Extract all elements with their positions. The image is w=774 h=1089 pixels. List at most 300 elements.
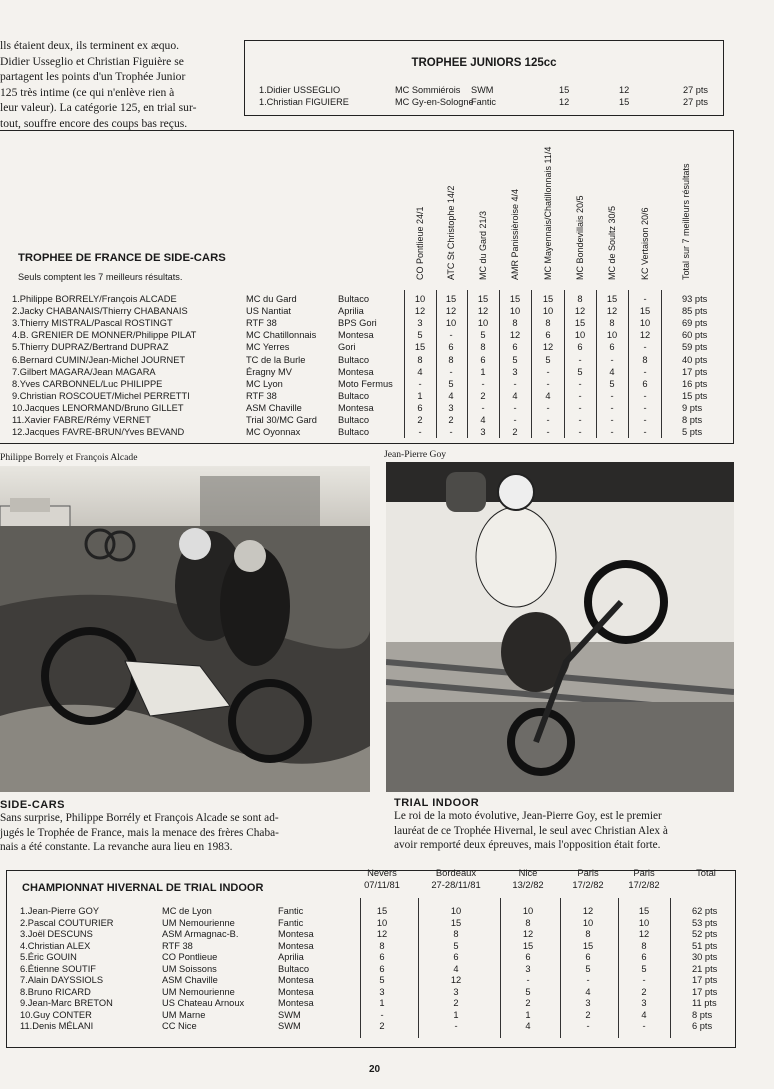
event-score: - bbox=[454, 1021, 458, 1031]
round-score: 3 bbox=[480, 427, 486, 438]
event-score: 5 bbox=[641, 963, 647, 974]
round-score: 12 bbox=[509, 330, 521, 341]
total-points: 53 pts bbox=[692, 917, 718, 928]
event-score: 6 bbox=[379, 963, 385, 974]
round-score: - bbox=[643, 415, 647, 425]
club: Trial 30/MC Gard bbox=[246, 415, 317, 425]
round-score: - bbox=[643, 427, 647, 438]
club: UM Soissons bbox=[162, 963, 217, 974]
event-score: 8 bbox=[525, 917, 531, 928]
crew-names: 3.Thierry MISTRAL/Pascal ROSTINGT bbox=[12, 318, 173, 329]
round-score: 5 bbox=[480, 330, 486, 341]
round-score: - bbox=[513, 378, 517, 389]
crew-names: 10.Jacques LENORMAND/Bruno GILLET bbox=[12, 402, 184, 413]
club: RTF 38 bbox=[246, 390, 277, 401]
bike: Montesa bbox=[278, 975, 314, 985]
round-score: 8 bbox=[448, 354, 454, 365]
page-number: 20 bbox=[369, 1064, 381, 1075]
bike: Montesa bbox=[278, 929, 314, 939]
bike: SWM bbox=[278, 1021, 301, 1031]
crew-names: 11.Xavier FABRE/Rémy VERNET bbox=[12, 415, 151, 425]
event-score: 12 bbox=[582, 906, 594, 916]
round-score: 6 bbox=[512, 342, 518, 353]
event-score: 3 bbox=[585, 998, 591, 1008]
bike: Fantic bbox=[278, 906, 304, 916]
total-points: 16 pts bbox=[682, 378, 708, 389]
round-score: 10 bbox=[414, 294, 426, 304]
bike: Montesa bbox=[278, 986, 314, 997]
round-score: 5 bbox=[609, 378, 615, 389]
sidecars-column-header: CO Pontlieue 24/1 bbox=[415, 206, 425, 280]
round-score: - bbox=[610, 415, 614, 425]
club: MC Gy-en-Sologne bbox=[395, 97, 474, 107]
hivernal-row bbox=[0, 998, 734, 1010]
event-score: 8 bbox=[585, 929, 591, 939]
indoor-trial-photo-image bbox=[386, 462, 734, 792]
bike: Bultaco bbox=[278, 963, 310, 974]
score: 12 bbox=[619, 85, 630, 95]
round-score: 15 bbox=[542, 294, 554, 304]
round-score: 2 bbox=[417, 415, 423, 425]
hivernal-column-header bbox=[609, 867, 679, 891]
bike: Bultaco bbox=[338, 294, 370, 304]
club: MC Oyonnax bbox=[246, 427, 301, 438]
round-score: 4 bbox=[609, 366, 615, 377]
bike: Aprilia bbox=[338, 306, 364, 317]
event-score: 2 bbox=[453, 998, 459, 1008]
total-points: 59 pts bbox=[682, 342, 708, 353]
bike: Montesa bbox=[338, 402, 374, 413]
hivernal-title: CHAMPIONNAT HIVERNAL DE TRIAL INDOOR bbox=[22, 882, 264, 894]
round-score: 4 bbox=[417, 366, 423, 377]
event-score: 15 bbox=[522, 940, 534, 951]
round-score: - bbox=[418, 427, 422, 438]
paragraph-line: avoir remporté deux épreuves, mais l'opposition était forte. bbox=[394, 839, 661, 851]
sidecar-photo-image bbox=[0, 466, 370, 792]
sidecars-subtitle: Seuls comptent les 7 meilleurs résultats. bbox=[18, 272, 183, 282]
club: TC de la Burle bbox=[246, 354, 306, 365]
total-points: 9 pts bbox=[682, 402, 703, 413]
round-score: 2 bbox=[448, 415, 454, 425]
sidecars-column-header: AMR Panissièroise 4/4 bbox=[510, 188, 520, 280]
round-score: 4 bbox=[512, 390, 518, 401]
total-points: 15 pts bbox=[682, 390, 708, 401]
crew-names: 6.Bernard CUMIN/Jean-Michel JOURNET bbox=[12, 354, 186, 365]
rider-name: 9.Jean-Marc BRETON bbox=[20, 998, 113, 1008]
round-score: 12 bbox=[542, 342, 554, 353]
hivernal-column-header bbox=[671, 867, 741, 879]
indoor-trial-photo bbox=[386, 462, 734, 792]
total-points: 21 pts bbox=[692, 963, 718, 974]
photo-caption-right: Jean-Pierre Goy bbox=[384, 449, 447, 460]
round-score: - bbox=[513, 415, 517, 425]
round-score: 4 bbox=[448, 390, 454, 401]
round-score: 15 bbox=[574, 318, 586, 329]
event-date: 13/2/82 bbox=[512, 879, 544, 890]
event-place: Paris bbox=[577, 867, 599, 878]
round-score: - bbox=[546, 402, 550, 413]
event-score: - bbox=[642, 1021, 646, 1031]
event-place: Nevers bbox=[367, 867, 397, 878]
hivernal-row bbox=[0, 952, 734, 964]
total-points: 6 pts bbox=[692, 1021, 713, 1031]
event-score: 1 bbox=[379, 998, 385, 1008]
event-score: - bbox=[642, 975, 646, 985]
round-score: 10 bbox=[477, 318, 489, 329]
bike: SWM bbox=[471, 85, 494, 95]
round-score: 8 bbox=[577, 294, 583, 304]
bike: Moto Fermus bbox=[338, 378, 393, 389]
round-score: 4 bbox=[545, 390, 551, 401]
round-score: 10 bbox=[606, 330, 618, 341]
round-score: 3 bbox=[417, 318, 423, 329]
paragraph-line: nais a été constante. La revanche aura lieu en 1983. bbox=[0, 841, 233, 853]
event-score: 3 bbox=[525, 963, 531, 974]
total-points: 69 pts bbox=[682, 318, 708, 329]
sidecars-row bbox=[0, 355, 734, 367]
sidecars-row bbox=[0, 294, 734, 306]
hivernal-row bbox=[0, 918, 734, 930]
total-points: 40 pts bbox=[682, 354, 708, 365]
total-points: 51 pts bbox=[692, 940, 718, 951]
intro-line: tout, souffre encore des coups bas reçus. bbox=[0, 116, 188, 130]
round-score: 12 bbox=[639, 330, 651, 341]
event-score: 3 bbox=[641, 998, 647, 1008]
round-score: - bbox=[578, 378, 582, 389]
round-score: 10 bbox=[639, 318, 651, 329]
round-score: 15 bbox=[606, 294, 618, 304]
crew-names: 8.Yves CARBONNEL/Luc PHILIPPE bbox=[12, 378, 163, 389]
round-score: - bbox=[643, 366, 647, 377]
round-score: 6 bbox=[545, 330, 551, 341]
round-score: 6 bbox=[609, 342, 615, 353]
club: ASM Armagnac-B. bbox=[162, 929, 239, 939]
event-score: 8 bbox=[641, 940, 647, 951]
event-date: 17/2/82 bbox=[572, 879, 604, 890]
rider-name: 3.Joël DESCUNS bbox=[20, 929, 93, 939]
sidecars-column-header: Total sur 7 meilleurs résultats bbox=[681, 163, 691, 280]
round-score: 6 bbox=[448, 342, 454, 353]
club: RTF 38 bbox=[162, 940, 193, 951]
round-score: 15 bbox=[445, 294, 457, 304]
event-score: 6 bbox=[453, 952, 459, 962]
intro-line: lls étaient deux, ils terminent ex æquo. bbox=[0, 39, 180, 52]
round-score: - bbox=[418, 378, 422, 389]
rider-name: 1.Jean-Pierre GOY bbox=[20, 906, 100, 916]
round-score: 6 bbox=[417, 402, 423, 413]
intro-line: partagent les points d'un Trophée Junior bbox=[0, 70, 186, 84]
bike: Montesa bbox=[338, 330, 374, 341]
bike: SWM bbox=[278, 1009, 301, 1020]
club: ASM Chaville bbox=[162, 975, 218, 985]
hivernal-column-header bbox=[421, 867, 491, 891]
event-score: - bbox=[586, 975, 590, 985]
crew-names: 7.Gilbert MAGARA/Jean MAGARA bbox=[12, 366, 156, 377]
round-score: 10 bbox=[445, 318, 457, 329]
juniors-row bbox=[259, 97, 715, 109]
event-score: 6 bbox=[379, 952, 385, 962]
bike: Aprilia bbox=[278, 952, 304, 962]
sidecars-column-header: KC Vertaison 20/6 bbox=[640, 207, 650, 280]
round-score: 6 bbox=[642, 378, 648, 389]
juniors-title: TROPHEE JUNIORS 125cc bbox=[411, 57, 557, 69]
bike: Bultaco bbox=[338, 354, 370, 365]
total-points: 60 pts bbox=[682, 330, 708, 341]
sidecars-row bbox=[0, 379, 734, 391]
round-score: 2 bbox=[512, 427, 518, 438]
paragraph-line: jugés le Trophée de France, mais la menace des frères Chaba- bbox=[0, 826, 279, 839]
round-score: 12 bbox=[414, 306, 426, 317]
event-score: 2 bbox=[379, 1021, 385, 1031]
event-score: 4 bbox=[641, 1009, 647, 1020]
intro-line: Didier Usseglio et Christian Figuière se bbox=[0, 54, 184, 68]
round-score: 10 bbox=[509, 306, 521, 317]
paragraph-line: lauréat de ce Trophée Hivernal, le seul avec Christian Alex à bbox=[394, 824, 668, 837]
bike: Fantic bbox=[278, 917, 304, 928]
total-points: 5 pts bbox=[682, 427, 703, 438]
round-score: 8 bbox=[609, 318, 615, 329]
rider-name: 6.Étienne SOUTIF bbox=[20, 963, 96, 974]
round-score: 6 bbox=[577, 342, 583, 353]
bike: Gori bbox=[338, 342, 356, 353]
total-points: 11 pts bbox=[692, 998, 717, 1008]
round-score: 8 bbox=[545, 318, 551, 329]
round-score: 5 bbox=[545, 354, 551, 365]
hivernal-row bbox=[0, 929, 734, 941]
indoor-heading: TRIAL INDOOR bbox=[394, 797, 480, 809]
event-score: 4 bbox=[585, 986, 591, 997]
round-score: - bbox=[578, 354, 582, 365]
round-score: 10 bbox=[574, 330, 586, 341]
paragraph-line: Sans surprise, Philippe Borrély et François Alcade se sont ad- bbox=[0, 812, 279, 824]
round-score: 15 bbox=[477, 294, 489, 304]
club: MC Sommiérois bbox=[395, 85, 461, 95]
club: UM Marne bbox=[162, 1009, 206, 1020]
photo-caption-left: Philippe Borrely et François Alcade bbox=[0, 452, 138, 463]
event-date: 27-28/11/81 bbox=[431, 879, 481, 890]
event-score: 10 bbox=[376, 917, 388, 928]
club: ASM Chaville bbox=[246, 402, 302, 413]
event-place: Total bbox=[696, 867, 716, 878]
event-score: 8 bbox=[453, 929, 459, 939]
total: 27 pts bbox=[683, 97, 709, 107]
round-score: - bbox=[449, 330, 453, 341]
rider-name: 11.Denis MÉLANI bbox=[20, 1021, 94, 1031]
event-score: 6 bbox=[585, 952, 591, 962]
total-points: 30 pts bbox=[692, 952, 718, 962]
club: UM Nemourienne bbox=[162, 986, 235, 997]
sidecars-row bbox=[0, 391, 734, 403]
hivernal-row bbox=[0, 964, 734, 976]
round-score: - bbox=[610, 427, 614, 438]
club: US Nantiat bbox=[246, 306, 291, 317]
round-score: 15 bbox=[639, 306, 651, 317]
rider-name: 7.Alain DAYSSIOLS bbox=[20, 975, 104, 985]
event-score: 15 bbox=[450, 917, 462, 928]
total-points: 52 pts bbox=[692, 929, 718, 939]
indoor-paragraph bbox=[394, 809, 738, 853]
round-score: - bbox=[481, 378, 485, 389]
event-place: Nice bbox=[518, 867, 538, 878]
intro-line: leur valeur). La catégorie 125, en trial sur- bbox=[0, 101, 197, 115]
event-date: 07/11/81 bbox=[364, 879, 400, 890]
round-score: - bbox=[513, 402, 517, 413]
event-score: - bbox=[526, 975, 530, 985]
event-score: 15 bbox=[638, 906, 650, 916]
rider-name: 4.Christian ALEX bbox=[20, 940, 91, 951]
round-score: - bbox=[546, 427, 550, 438]
sidecars-title: TROPHEE DE FRANCE DE SIDE-CARS bbox=[18, 252, 226, 264]
bike: BPS Gori bbox=[338, 318, 377, 329]
hivernal-row bbox=[0, 987, 734, 999]
event-place: Bordeaux bbox=[435, 867, 477, 878]
round-score: - bbox=[578, 415, 582, 425]
crew-names: 12.Jacques FAVRE-BRUN/Yves BEVAND bbox=[12, 427, 185, 438]
round-score: 5 bbox=[577, 366, 583, 377]
round-score: 12 bbox=[477, 306, 489, 317]
event-score: - bbox=[380, 1009, 384, 1020]
club: US Chateau Arnoux bbox=[162, 998, 245, 1008]
club: MC de Lyon bbox=[162, 906, 212, 916]
sidecar-photo bbox=[0, 466, 370, 792]
sidecars-row bbox=[0, 403, 734, 415]
club: CC Nice bbox=[162, 1021, 197, 1031]
rider-name: 5.Éric GOUIN bbox=[20, 952, 77, 962]
round-score: - bbox=[643, 390, 647, 401]
round-score: - bbox=[449, 427, 453, 438]
round-score: - bbox=[546, 378, 550, 389]
hivernal-row bbox=[0, 1021, 734, 1033]
total-points: 17 pts bbox=[692, 986, 718, 997]
round-score: 6 bbox=[480, 354, 486, 365]
event-date: 17/2/82 bbox=[628, 879, 660, 890]
juniors-row bbox=[259, 85, 715, 97]
event-score: 2 bbox=[585, 1009, 591, 1020]
club: UM Nemourienne bbox=[162, 917, 235, 928]
rider-name: 8.Bruno RICARD bbox=[20, 986, 91, 997]
total-points: 85 pts bbox=[682, 306, 708, 317]
club: Éragny MV bbox=[246, 366, 292, 377]
sidecars-column-header: ATC St Christophe 14/2 bbox=[446, 185, 456, 280]
sidecars-column-header: MC de Soultz 30/5 bbox=[607, 205, 617, 280]
round-score: 12 bbox=[445, 306, 457, 317]
crew-names: 4.B. GRENIER DE MONNER/Philippe PILAT bbox=[12, 330, 197, 341]
event-score: 10 bbox=[582, 917, 594, 928]
sidecars-row bbox=[0, 306, 734, 318]
event-score: 10 bbox=[638, 917, 650, 928]
club: MC Yerres bbox=[246, 342, 290, 353]
round-score: 3 bbox=[448, 402, 454, 413]
event-score: 5 bbox=[525, 986, 531, 997]
event-score: 10 bbox=[522, 906, 534, 916]
event-score: 1 bbox=[453, 1009, 459, 1020]
sidecars-row bbox=[0, 330, 734, 342]
bike: Bultaco bbox=[338, 415, 370, 425]
round-score: 1 bbox=[480, 366, 486, 377]
score: 15 bbox=[619, 97, 630, 107]
event-score: 12 bbox=[638, 929, 650, 939]
total-points: 8 pts bbox=[692, 1009, 713, 1020]
round-score: - bbox=[578, 427, 582, 438]
event-score: 4 bbox=[453, 963, 459, 974]
sidecars-row bbox=[0, 367, 734, 379]
round-score: - bbox=[610, 402, 614, 413]
sidecars-paragraph bbox=[0, 811, 356, 855]
total-points: 17 pts bbox=[692, 975, 718, 985]
round-score: 4 bbox=[480, 415, 486, 425]
round-score: - bbox=[610, 390, 614, 401]
club: MC du Gard bbox=[246, 294, 297, 304]
round-score: 1 bbox=[417, 390, 423, 401]
round-score: - bbox=[643, 294, 647, 304]
total-points: 8 pts bbox=[682, 415, 703, 425]
event-score: 3 bbox=[453, 986, 459, 997]
round-score: - bbox=[643, 342, 647, 353]
crew-names: 2.Jacky CHABANAIS/Thierry CHABANAIS bbox=[12, 306, 188, 317]
round-score: - bbox=[643, 402, 647, 413]
round-score: 8 bbox=[642, 354, 648, 365]
event-score: 6 bbox=[641, 952, 647, 962]
event-score: 12 bbox=[450, 975, 462, 985]
sidecars-column-header: MC Mayennais/Chatillonnais 11/4 bbox=[543, 146, 553, 280]
round-score: 15 bbox=[414, 342, 426, 353]
club: MC Chatillonnais bbox=[246, 330, 317, 341]
total: 27 pts bbox=[683, 85, 709, 95]
round-score: 5 bbox=[448, 378, 454, 389]
sidecars-heading: SIDE-CARS bbox=[0, 799, 66, 811]
event-place: Paris bbox=[633, 867, 655, 878]
event-score: 15 bbox=[376, 906, 388, 916]
round-score: 5 bbox=[417, 330, 423, 341]
paragraph-line: Le roi de la moto évolutive, Jean-Pierre Goy, est le premier bbox=[394, 810, 662, 822]
hivernal-row bbox=[0, 975, 734, 987]
intro-line: 125 très intime (ce qui n'enlève rien à bbox=[0, 85, 175, 99]
crew-names: 9.Christian ROSCOUET/Michel PERRETTI bbox=[12, 390, 190, 401]
intro-paragraph bbox=[0, 38, 228, 132]
event-score: 12 bbox=[376, 929, 388, 939]
rider-name: 1.Didier USSEGLIO bbox=[259, 85, 341, 95]
event-score: 10 bbox=[450, 906, 462, 916]
sidecars-row bbox=[0, 342, 734, 354]
rider-name: 10.Guy CONTER bbox=[20, 1009, 92, 1020]
juniors-trophy-box bbox=[244, 40, 724, 116]
event-score: 2 bbox=[641, 986, 647, 997]
round-score: 8 bbox=[480, 342, 486, 353]
round-score: 12 bbox=[574, 306, 586, 317]
bike: Montesa bbox=[278, 940, 314, 951]
round-score: 10 bbox=[542, 306, 554, 317]
sidecars-row bbox=[0, 415, 734, 427]
event-score: 12 bbox=[522, 929, 534, 939]
event-score: 1 bbox=[525, 1009, 531, 1020]
round-score: 3 bbox=[512, 366, 518, 377]
crew-names: 5.Thierry DUPRAZ/Bertrand DUPRAZ bbox=[12, 342, 169, 353]
rider-name: 2.Pascal COUTURIER bbox=[20, 917, 114, 928]
round-score: - bbox=[449, 366, 453, 377]
event-score: 4 bbox=[525, 1021, 531, 1031]
score: 12 bbox=[559, 97, 570, 107]
bike: Montesa bbox=[338, 366, 374, 377]
club: MC Lyon bbox=[246, 378, 283, 389]
event-score: 15 bbox=[582, 940, 594, 951]
bike: Bultaco bbox=[338, 427, 370, 438]
sidecars-row bbox=[0, 427, 734, 439]
hivernal-column-header bbox=[347, 867, 417, 891]
total-points: 17 pts bbox=[682, 366, 708, 377]
event-score: 8 bbox=[379, 940, 385, 951]
club: CO Pontlieue bbox=[162, 952, 218, 962]
club: RTF 38 bbox=[246, 318, 277, 329]
